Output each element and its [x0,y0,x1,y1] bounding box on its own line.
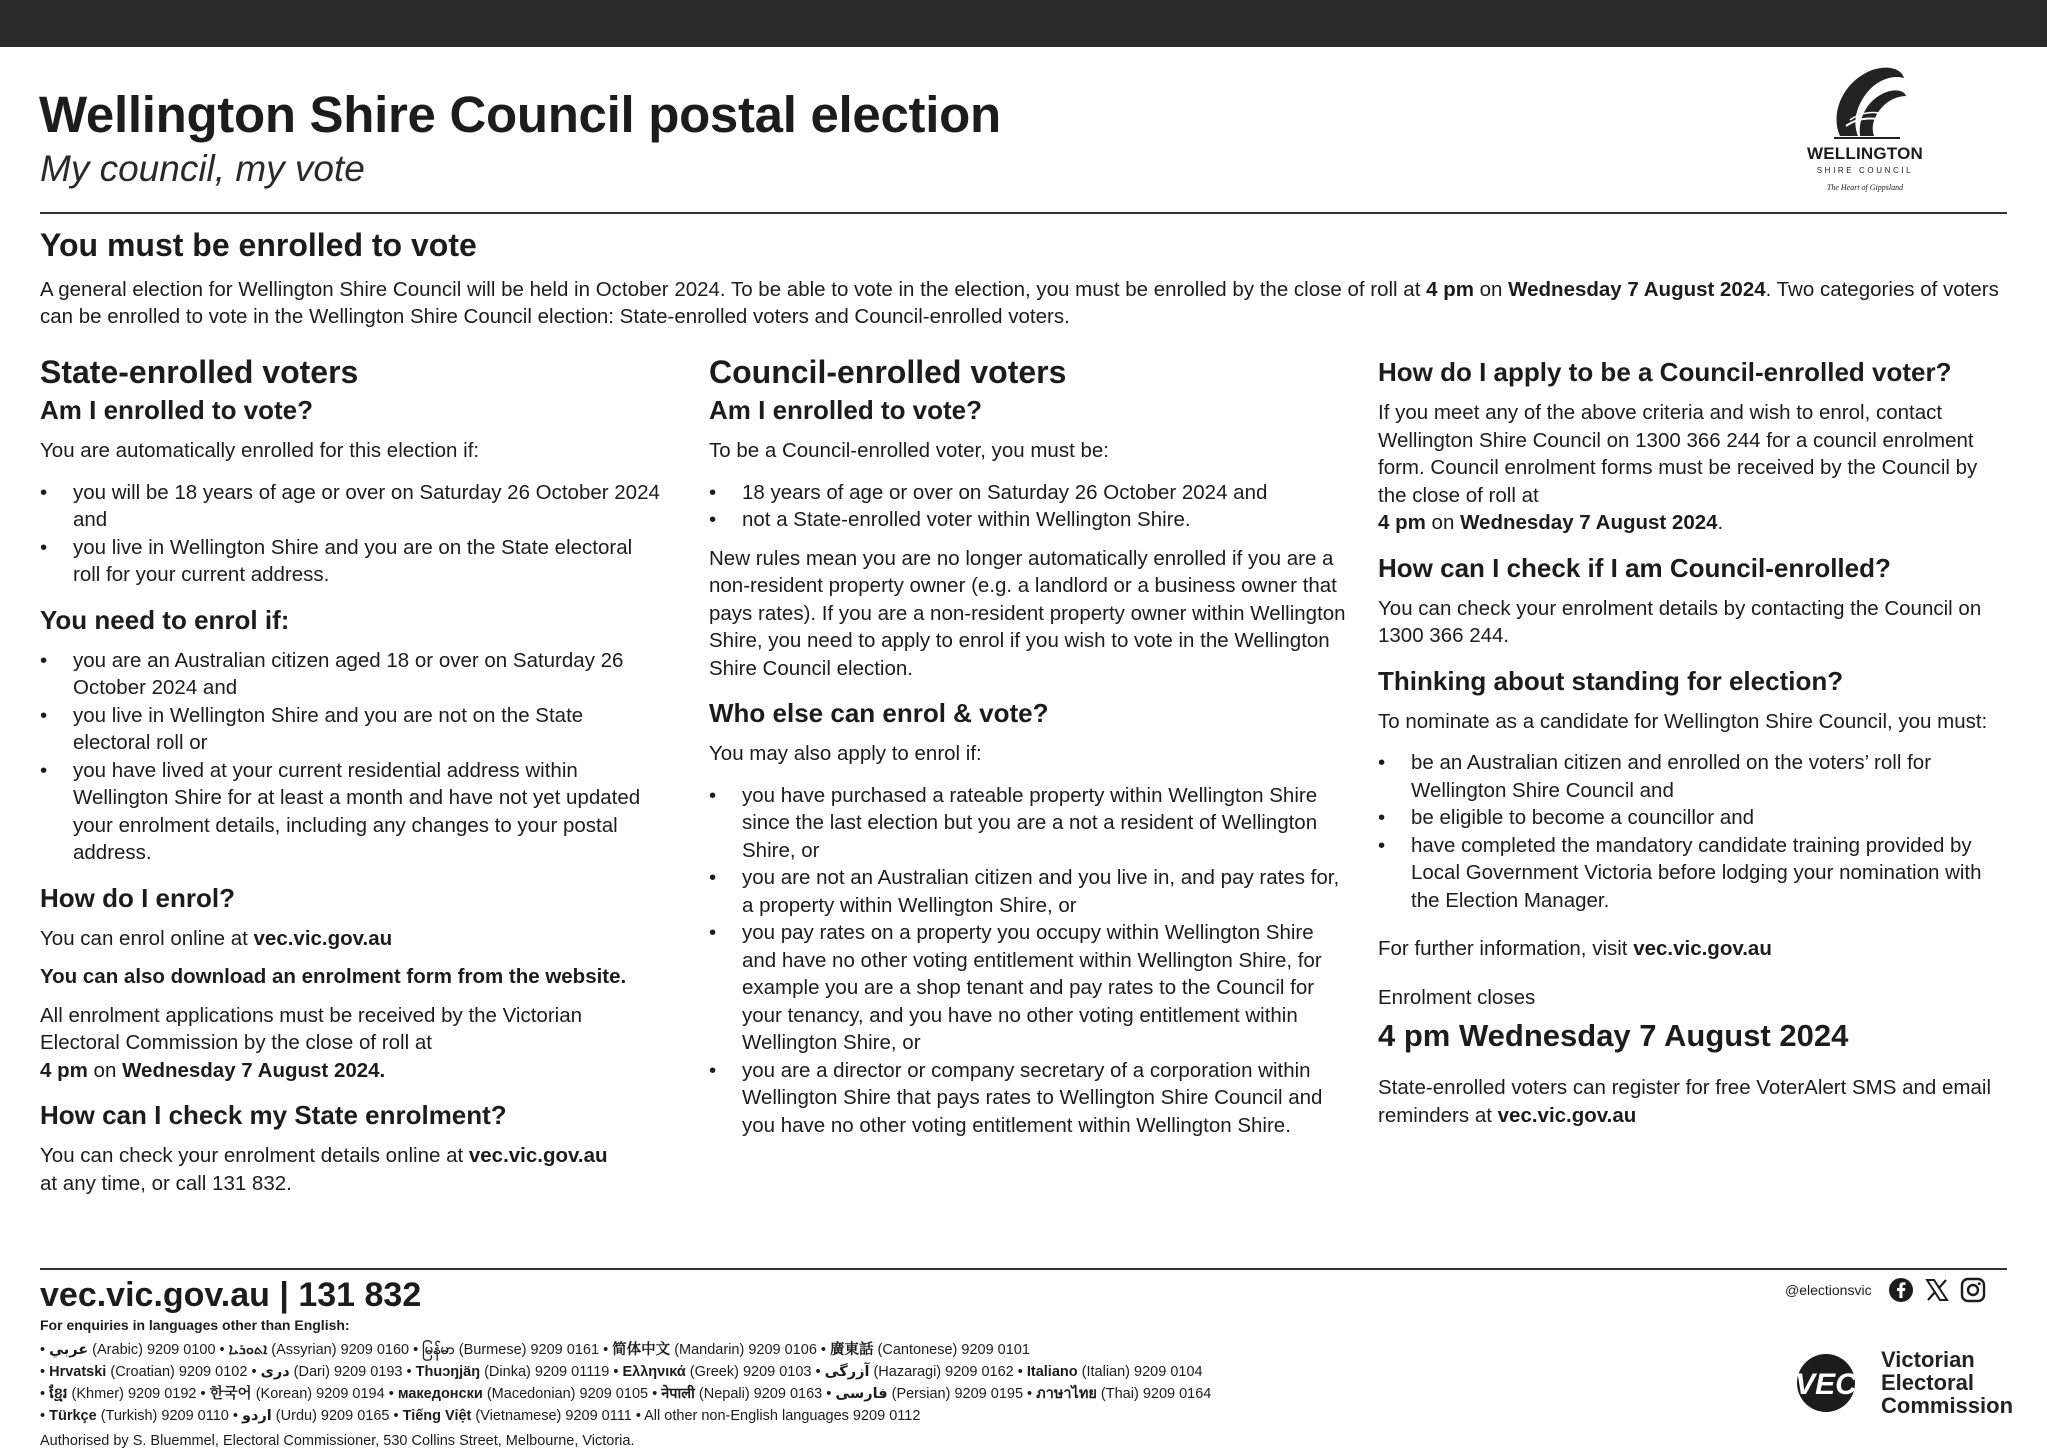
how-enrol-heading: How do I enrol? [40,882,235,913]
authorisation-text: Authorised by S. Bluemmel, Electoral Commissioner, 530 Collins Street, Melbourne, Victoria. [40,1433,635,1449]
apply-text: If you meet any of the above criteria and wish to enrol, contact Wellington Shire Council on 1300 366 244 for a council enrolment form. Council enrolment forms must be received by the Council by the close of roll at 4 pm on Wednesday 7 August 2024. [1378,401,1978,534]
page-title: Wellington Shire Council postal election [39,86,1001,143]
logo-name: WELLINGTON [1807,144,1923,163]
need-enrol-list [40,647,665,867]
standing-intro: To nominate as a candidate for Wellington Shire Council, you must: [1378,709,1988,733]
list-item: • you pay rates on a property you occupy within Wellington Shire and have no other voting entitlement within Wellington Shire, for example you are a shop tenant and pay rates to the Council for your tenancy, and you have no other voting entitlement within Wellington Shire, or [709,919,1349,1057]
vec-link[interactable]: vec.vic.gov.au [1497,1103,1637,1127]
further-info-text: For further information, visit vec.vic.gov.au [1378,937,1772,960]
standing-list [1378,749,2008,914]
wellington-emblem-icon [1820,64,1910,142]
vec-mark: VEC [1795,1367,1857,1401]
list-item: • have completed the mandatory candidate training provided by Local Government Victoria before lodging your nomination with the Election Manager. [1378,832,2008,915]
footer-divider [40,1268,2007,1270]
facebook-icon[interactable] [1888,1277,1914,1303]
council-enrolled-column [709,353,1349,1150]
enrolment-heading: You must be enrolled to vote [40,227,477,263]
language-line: • Türkçe (Turkish) 9209 0110 • اردو (Urdu) 9209 0165 • Tiếng Việt (Vietnamese) 9209 0111 • All other non-English languages 9209 0112 [40,1408,921,1424]
list-item: • you live in Wellington Shire and you are not on the State electoral roll or [40,702,665,757]
who-else-intro: You may also apply to enrol if: [709,742,982,765]
voter-alert-text: State-enrolled voters can register for free VoterAlert SMS and email reminders at vec.vic.gov.au [1378,1076,1992,1127]
check-council-text: You can check your enrolment details by contacting the Council on 1300 366 244. [1378,596,1982,647]
logo-tagline: The Heart of Gippsland [1826,183,1904,192]
language-lines [40,1339,1211,1427]
list-item: • you are a director or company secretary of a corporation within Wellington Shire that pays rates to Wellington Shire Council and you have no other voting entitlement within Wellington Shire. [709,1057,1349,1140]
right-column [1378,353,2008,1140]
vec-link[interactable]: vec.vic.gov.au [253,926,393,950]
social-links [1785,1277,1986,1303]
who-else-heading: Who else can enrol & vote? [709,698,1049,728]
council-enrolled-intro: To be a Council-enrolled voter, you must be: [709,439,1109,462]
instagram-icon[interactable] [1960,1277,1986,1303]
state-heading: State-enrolled voters [40,354,359,390]
vec-link[interactable]: vec.vic.gov.au [468,1144,608,1167]
list-item: • be eligible to become a councillor and [1378,804,2008,832]
closes-date: 4 pm Wednesday 7 August 2024 [1378,1018,1849,1053]
need-enrol-heading: You need to enrol if: [40,604,290,635]
closes-label: Enrolment closes [1378,985,1536,1009]
vec-link[interactable]: vec.vic.gov.au [1633,937,1772,960]
top-bar [0,0,2047,47]
state-enrolled-heading: Am I enrolled to vote? [40,395,314,425]
council-enrolled-heading: Am I enrolled to vote? [709,395,983,425]
list-item: • you are an Australian citizen aged 18 or over on Saturday 26 October 2024 and [40,647,665,702]
logo-subname: SHIRE COUNCIL [1816,166,1914,175]
social-handle[interactable]: @electionsvic [1785,1282,1872,1298]
standing-heading: Thinking about standing for election? [1378,665,1844,696]
list-item: • you have lived at your current residential address within Wellington Shire for at least a month and have not yet updated your enrolment details, including any changes to your postal address. [40,757,665,867]
header-divider [40,212,2007,214]
apply-heading: How do I apply to be a Council-enrolled voter? [1378,357,1952,387]
page-subtitle: My council, my vote [40,148,365,189]
list-item: • 18 years of age or over on Saturday 26 October 2024 and [709,479,1349,507]
list-item: • you have purchased a rateable property within Wellington Shire since the last election but you are a not a resident of Wellington Shire, or [709,782,1349,865]
list-item: • not a State-enrolled voter within Wellington Shire. [709,506,1349,534]
state-enrolled-list [40,479,665,589]
council-enrolled-list [709,479,1349,534]
list-item: • be an Australian citizen and enrolled on the voters’ roll for Wellington Shire Council and [1378,749,2008,804]
new-rules-text: New rules mean you are no longer automatically enrolled if you are a non-resident property owner (e.g. a landlord or a business owner that pays rates). If you are a non-resident property owner within Wellington Shire, you need to apply to enrol if you wish to vote in the Wellington Shire Council election. [709,546,1346,680]
wellington-logo [1790,64,1940,196]
list-item: • you live in Wellington Shire and you are on the State electoral roll for your current address. [40,534,665,589]
language-line: • Hrvatski (Croatian) 9209 0102 • دری (Dari) 9209 0193 • Thuɔŋjäŋ (Dinka) 9209 01119 • Ελληνικά (Greek) 9209 0103 • آزرگی (Hazaragi) 9209 0162 • Italiano (Italian) 9209 0104 [40,1364,1203,1380]
how-enrol-text: You can enrol online at vec.vic.gov.au [40,926,393,950]
language-line: • ខ្មែរ (Khmer) 9209 0192 • 한국어 (Korean) 9209 0194 • македонски (Macedonian) 9209 0105 • नेपाली (Nepali) 9209 0163 • فارسی (Persian) 9209 0195 • ภาษาไทย (Thai) 9209 0164 [40,1386,1212,1402]
download-text: You can also download an enrolment form from the website. [40,965,627,988]
state-enrolled-column [40,353,665,1208]
language-line: • عربي (Arabic) 9209 0100 • ܐܬܘܪܝܐ (Assyrian) 9209 0160 • မြန်မာ (Burmese) 9209 0161 • 简体中文 (Mandarin) 9209 0106 • 廣東話 (Cantonese) 9209 0101 [40,1342,1030,1358]
vec-emblem-icon [1785,1353,1867,1413]
who-else-list [709,782,1349,1140]
x-icon[interactable] [1924,1277,1950,1303]
list-item: • you are not an Australian citizen and you live in, and pay rates for, a property within Wellington Shire, or [709,864,1349,919]
intro-paragraph: A general election for Wellington Shire Council will be held in October 2024. To be able to vote in the election, you must be enrolled by the close of roll at 4 pm on Wednesday 7 August 2024. Two categories of voters can be enrolled to vote in the Wellington Shire Council election: State-enrolled voters and Council-enrolled voters. [40,278,1999,328]
check-council-heading: How can I check if I am Council-enrolled? [1378,552,1891,583]
council-heading: Council-enrolled voters [709,354,1067,390]
check-state-heading: How can I check my State enrolment? [40,1100,507,1130]
enquiries-label: For enquiries in languages other than English: [40,1317,350,1333]
footer-url-phone[interactable]: vec.vic.gov.au | 131 832 [40,1276,422,1314]
vec-logo [1785,1348,2013,1417]
vec-wordmark: Victorian Electoral Commission [1881,1347,2014,1418]
check-state-text: You can check your enrolment details online at vec.vic.gov.au at any time, or call 131 832. [40,1144,608,1195]
list-item: • you will be 18 years of age or over on Saturday 26 October 2024 and [40,479,665,534]
applications-text: All enrolment applications must be received by the Victorian Electoral Commission by the close of roll at 4 pm on Wednesday 7 August 2024. [40,1003,583,1082]
state-enrolled-intro: You are automatically enrolled for this election if: [40,439,480,462]
